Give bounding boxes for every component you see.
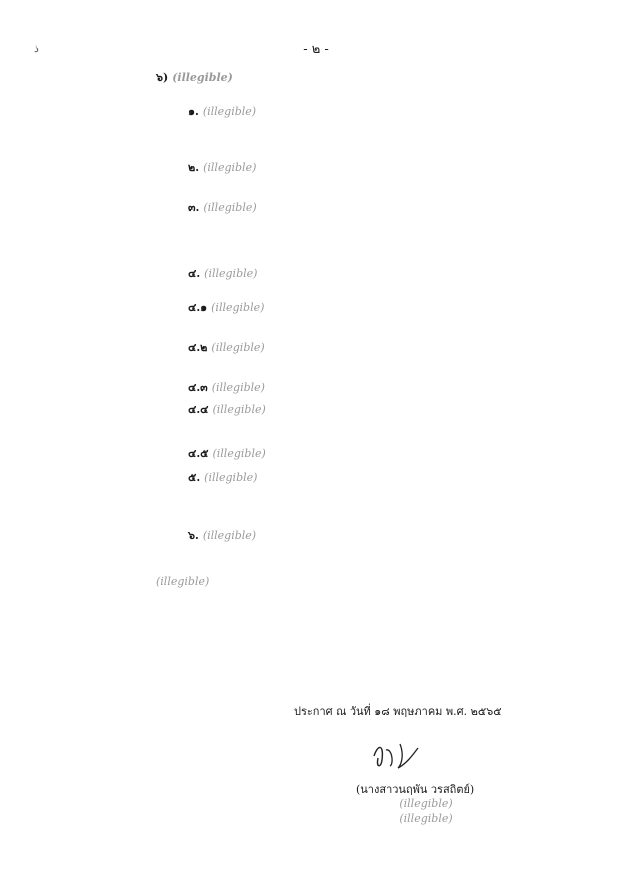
item-4-5-label: ๔.๕: [188, 447, 209, 460]
item-4-2: [66, 340, 588, 355]
item-4-3: [66, 380, 588, 395]
section-heading-label: ๖): [156, 71, 169, 84]
item-5-text: (illegible): [204, 471, 258, 484]
section-heading: [66, 70, 588, 85]
item-5: [66, 470, 588, 485]
signature-mark: [366, 738, 430, 772]
item-6-label: ๖.: [188, 529, 199, 542]
item-4-1: [66, 300, 588, 315]
signatory-position-line-2: (illegible): [399, 812, 453, 825]
item-6-text: (illegible): [202, 529, 257, 542]
signatory-position-line-1: (illegible): [399, 797, 453, 810]
item-4-1-text: (illegible): [211, 301, 265, 314]
item-3: [66, 200, 588, 215]
signatory-name: (นางสาวนฤพัน วรสถิตย์): [356, 783, 475, 796]
item-4-2-text: (illegible): [211, 341, 265, 354]
item-4: [66, 266, 588, 281]
signatory-position: [276, 796, 576, 826]
item-2: [66, 160, 588, 175]
item-5-label: ๕.: [188, 471, 201, 484]
item-3-text: (illegible): [203, 201, 257, 214]
item-4-3-label: ๔.๓: [188, 381, 208, 394]
item-1-label: ๑.: [188, 105, 199, 118]
item-1: [66, 104, 588, 119]
corner-mark: ذ: [34, 42, 39, 55]
item-6: [66, 528, 588, 543]
section-heading-text: (illegible): [172, 71, 233, 84]
item-4-1-label: ๔.๑: [188, 301, 208, 314]
item-4-3-text: (illegible): [211, 381, 265, 394]
closing-paragraph: [66, 574, 588, 589]
item-3-label: ๓.: [188, 201, 200, 214]
item-4-2-label: ๔.๒: [188, 341, 208, 354]
item-4-text: (illegible): [204, 267, 258, 280]
closing-paragraph-text: (illegible): [156, 575, 210, 588]
item-1-text: (illegible): [202, 105, 257, 118]
item-4-4: [66, 402, 588, 417]
date-line: ประกาศ ณ วันที่ ๑๘ พฤษภาคม พ.ศ. ๒๕๖๕: [294, 705, 502, 718]
item-4-5-text: (illegible): [212, 447, 266, 460]
page-number: - ๒ -: [303, 42, 329, 57]
item-4-4-text: (illegible): [212, 403, 266, 416]
item-4-4-label: ๔.๔: [188, 403, 209, 416]
item-4-label: ๔.: [188, 267, 201, 280]
item-2-label: ๒.: [188, 161, 200, 174]
item-2-text: (illegible): [203, 161, 257, 174]
item-4-5: [66, 446, 588, 461]
